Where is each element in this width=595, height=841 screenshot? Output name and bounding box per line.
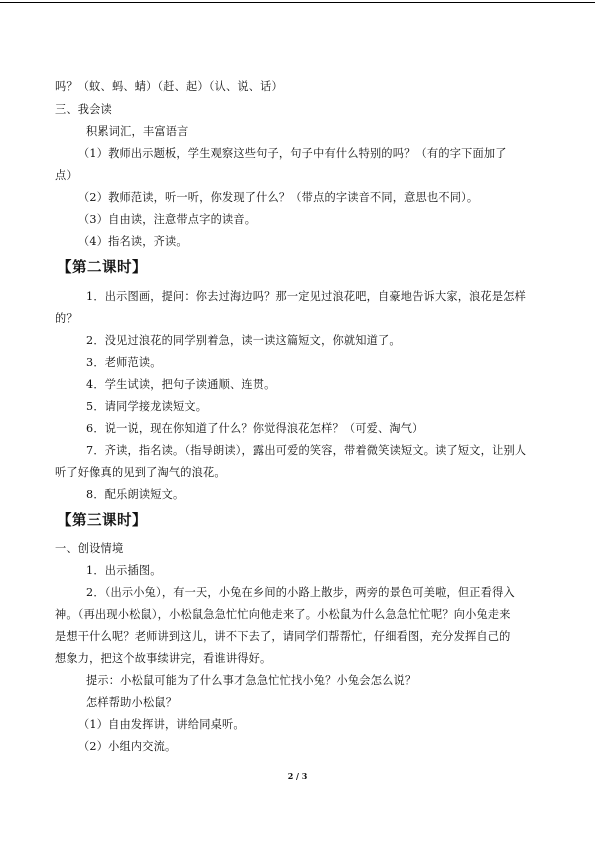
text-line: 5．请同学接龙读短文。 (86, 400, 208, 413)
text-line: 点） (55, 169, 78, 182)
lesson-heading: 【第二课时】 (57, 259, 147, 276)
text-line: 积累词汇，丰富语言 (86, 125, 189, 138)
text-line: 3．老师范读。 (86, 356, 162, 369)
top-rule (0, 2, 595, 3)
section-title: 三、我会读 (55, 103, 112, 116)
text-line: （1）教师出示题板，学生观察这些句子，句子中有什么特别的吗？（有的字下面加了 (78, 147, 507, 160)
lesson-heading: 【第三课时】 (57, 512, 147, 529)
text-line: 2．没见过浪花的同学别着急，读一读这篇短文，你就知道了。 (86, 334, 401, 347)
text-line: 2．（出示小兔），有一天，小兔在乡间的小路上散步，两旁的景色可美啦，但正看得入 (86, 586, 515, 599)
text-line: 4．学生试读，把句子读通顺、连贯。 (86, 378, 276, 391)
section-title: 一、创设情境 (55, 542, 124, 555)
text-line: 1．出示图画，提问：你去过海边吗？那一定见过浪花吧，自豪地告诉大家，浪花是怎样 (86, 290, 527, 303)
text-line: 8．配乐朗读短文。 (86, 488, 185, 501)
text-line: （2）教师范读，听一听，你发现了什么？（带点的字读音不同，意思也不同）。 (78, 191, 479, 204)
text-line: 7．齐读，指名读。（指导朗读），露出可爱的笑容，带着微笑读短文。读了短文，让别人 (86, 444, 527, 457)
text-line: 神。（再出现小松鼠），小松鼠急急忙忙向他走来了。小松鼠为什么急急忙忙呢？向小兔走来 (55, 608, 511, 621)
text-line: （1）自由发挥讲，讲给同桌听。 (78, 718, 245, 731)
text-line: 听了好像真的见到了淘气的浪花。 (55, 466, 226, 479)
text-line: 吗？（蚊、蚂、蜻）（赶、起）（认、说、话） (55, 80, 283, 93)
text-line: 想象力，把这个故事续讲完，看谁讲得好。 (55, 652, 272, 665)
text-line: （4）指名读，齐读。 (78, 235, 188, 248)
text-line: 的？ (55, 312, 78, 325)
text-line: 提示：小松鼠可能为了什么事才急急忙忙找小兔？小兔会怎么说？ (86, 674, 417, 687)
text-line: （3）自由读，注意带点字的读音。 (78, 213, 257, 226)
page-number: 2 / 3 (287, 771, 308, 781)
text-line: 是想干什么呢？老师讲到这儿，讲不下去了，请同学们帮帮忙，仔细看图，充分发挥自己的 (55, 630, 511, 643)
text-line: 6．说一说，现在你知道了什么？你觉得浪花怎样？（可爱、淘气） (86, 422, 424, 435)
text-line: 怎样帮助小松鼠？ (86, 696, 178, 709)
text-line: （2）小组内交流。 (78, 740, 177, 753)
text-line: 1．出示插图。 (86, 564, 162, 577)
